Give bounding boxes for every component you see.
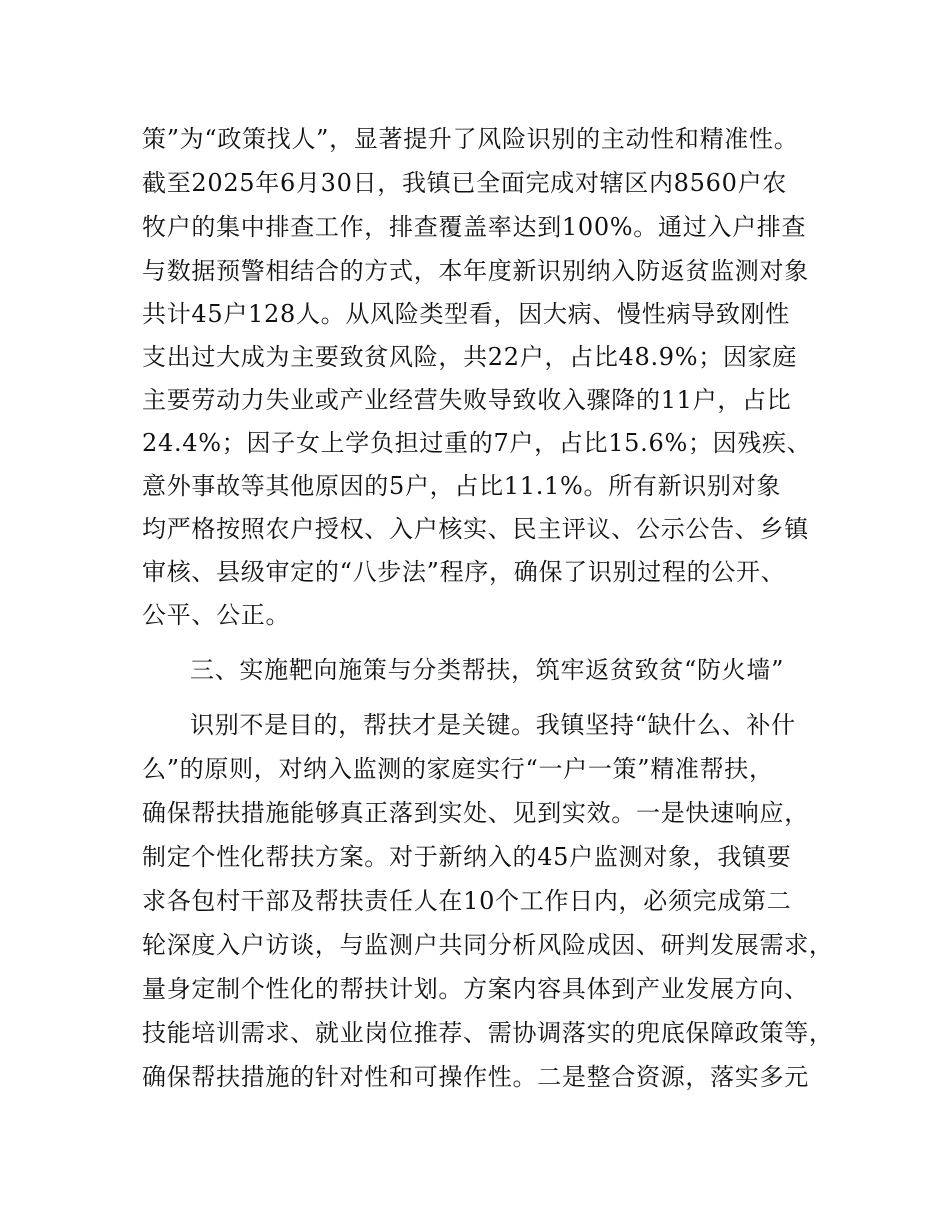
body-text-line: 牧户的集中排查工作，排查覆盖率达到100%。通过入户排查 bbox=[142, 213, 807, 241]
section-heading: 三、实施靶向施策与分类帮扶，筑牢返贫致贫“防火墙” bbox=[190, 656, 785, 684]
body-text-line: 轮深度入户访谈，与监测户共同分析风险成因、研判发展需求， bbox=[142, 931, 834, 959]
body-text-line: 确保帮扶措施能够真正落到实处、见到实效。一是快速响应， bbox=[142, 799, 809, 827]
body-text-line: 与数据预警相结合的方式，本年度新识别纳入防返贫监测对象 bbox=[142, 257, 809, 285]
body-text-line: 技能培训需求、就业岗位推荐、需协调落实的兜底保障政策等， bbox=[142, 1019, 834, 1047]
body-text-line: 主要劳动力失业或产业经营失败导致收入骤降的11户，占比 bbox=[142, 386, 792, 414]
body-text-line: 截至2025年6月30日，我镇已全面完成对辖区内8560户农 bbox=[142, 169, 787, 197]
body-text-line: 公平、公正。 bbox=[142, 601, 291, 629]
body-text-line: 量身定制个性化的帮扶计划。方案内容具体到产业发展方向、 bbox=[142, 975, 809, 1003]
body-text-line: 审核、县级审定的“八步法”程序，确保了识别过程的公开、 bbox=[142, 558, 786, 586]
body-text-line: 么”的原则，对纳入监测的家庭实行“一户一策”精准帮扶， bbox=[142, 755, 774, 783]
body-text-line: 24.4%；因子女上学负担过重的7户，占比15.6%；因残疾、 bbox=[142, 429, 812, 457]
body-text-line: 制定个性化帮扶方案。对于新纳入的45户监测对象，我镇要 bbox=[142, 843, 792, 871]
paragraph-first-line: 识别不是目的，帮扶才是关键。我镇坚持“缺什么、补什 bbox=[190, 711, 796, 739]
body-text-line: 均严格按照农户授权、入户核实、民主评议、公示公告、乡镇 bbox=[142, 515, 809, 543]
body-text-line: 确保帮扶措施的针对性和可操作性。二是整合资源，落实多元 bbox=[142, 1063, 809, 1091]
body-text-line: 策”为“政策找人”，显著提升了风险识别的主动性和精准性。 bbox=[142, 125, 799, 153]
body-text-line: 求各包村干部及帮扶责任人在10个工作日内，必须完成第二 bbox=[142, 887, 792, 915]
body-text-line: 意外事故等其他原因的5户，占比11.1%。所有新识别对象 bbox=[142, 472, 782, 500]
body-text-line: 共计45户128人。从风险类型看，因大病、慢性病导致刚性 bbox=[142, 300, 790, 328]
body-text-line: 支出过大成为主要致贫风险，共22户，占比48.9%；因家庭 bbox=[142, 343, 798, 371]
